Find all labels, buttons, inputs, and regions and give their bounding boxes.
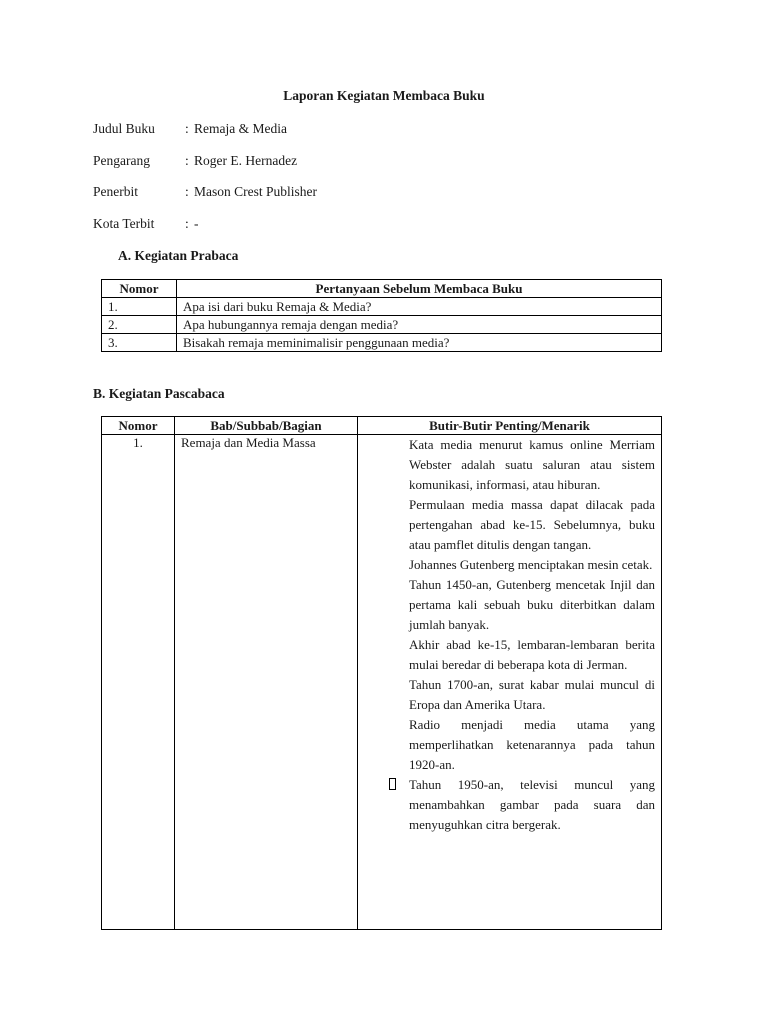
- author-row: [93, 153, 297, 169]
- city-label: Kota Terbit: [93, 216, 155, 231]
- point-text: Tahun 1700-an, surat kabar mulai muncul di Eropa dan Amerika Utara.: [409, 677, 655, 712]
- row-question: Bisakah remaja meminimalisir penggunaan media?: [177, 334, 662, 352]
- separator: :: [185, 216, 189, 231]
- point-text: Permulaan media massa dapat dilacak pada pertengahan abad ke-15. Sebelumnya, buku atau pamflet ditulis dengan tangan.: [409, 497, 655, 552]
- publisher-label: Penerbit: [93, 184, 138, 199]
- postreading-table: [101, 416, 662, 930]
- city-value: -: [194, 216, 199, 231]
- publisher-value: Mason Crest Publisher: [194, 184, 317, 199]
- book-title-value: Remaja & Media: [194, 121, 287, 136]
- list-item: [409, 575, 655, 635]
- point-text: Tahun 1950-an, televisi muncul yang menambahkan gambar pada suara dan menyuguhkan citra bergerak.: [409, 777, 655, 832]
- row-number: 1.: [102, 435, 175, 930]
- list-item: [409, 435, 655, 495]
- column-header-number: Nomor: [102, 280, 177, 298]
- separator: :: [185, 121, 189, 136]
- book-title-row: [93, 121, 287, 137]
- list-item: [409, 675, 655, 715]
- table-row: [102, 316, 662, 334]
- list-item: [409, 495, 655, 555]
- point-text: Johannes Gutenberg menciptakan mesin cetak.: [409, 557, 653, 572]
- publisher-row: [93, 184, 317, 200]
- separator: :: [185, 153, 189, 168]
- point-text: Radio menjadi media utama yang memperlihatkan ketenarannya pada tahun 1920-an.: [409, 717, 655, 772]
- table-row: [102, 334, 662, 352]
- table-header-row: [102, 417, 662, 435]
- row-chapter: Remaja dan Media Massa: [175, 435, 358, 930]
- prereading-table: [101, 279, 662, 352]
- row-number: 3.: [102, 334, 177, 352]
- table-row: [102, 298, 662, 316]
- point-text: Akhir abad ke-15, lembaran-lembaran berita mulai beredar di beberapa kota di Jerman.: [409, 637, 655, 672]
- row-number: 2.: [102, 316, 177, 334]
- point-text: Tahun 1450-an, Gutenberg mencetak Injil dan pertama kali sebuah buku diterbitkan dalam jumlah banyak.: [409, 577, 655, 632]
- separator: :: [185, 184, 189, 199]
- list-item: [409, 715, 655, 775]
- author-label: Pengarang: [93, 153, 150, 168]
- column-header-chapter: Bab/Subbab/Bagian: [175, 417, 358, 435]
- column-header-points: Butir-Butir Penting/Menarik: [358, 417, 662, 435]
- section-a-heading: A. Kegiatan Prabaca: [118, 248, 239, 263]
- row-question: Apa isi dari buku Remaja & Media?: [177, 298, 662, 316]
- points-list: [364, 435, 655, 835]
- row-points: [358, 435, 662, 930]
- page-title: Laporan Kegiatan Membaca Buku: [283, 88, 485, 103]
- section-b-heading: B. Kegiatan Pascabaca: [93, 386, 225, 401]
- author-value: Roger E. Hernadez: [194, 153, 298, 168]
- city-row: [93, 216, 199, 232]
- list-item: [409, 555, 655, 575]
- row-question: Apa hubungannya remaja dengan media?: [177, 316, 662, 334]
- list-item: [409, 635, 655, 675]
- book-title-label: Judul Buku: [93, 121, 155, 136]
- column-header-number: Nomor: [102, 417, 175, 435]
- row-number: 1.: [102, 298, 177, 316]
- bullet-box-icon: [389, 778, 396, 790]
- list-item: [409, 775, 655, 835]
- table-header-row: [102, 280, 662, 298]
- point-text: Kata media menurut kamus online Merriam Webster adalah suatu saluran atau sistem komunikasi, informasi, atau hiburan.: [409, 437, 655, 492]
- column-header-question: Pertanyaan Sebelum Membaca Buku: [177, 280, 662, 298]
- table-row: [102, 435, 662, 930]
